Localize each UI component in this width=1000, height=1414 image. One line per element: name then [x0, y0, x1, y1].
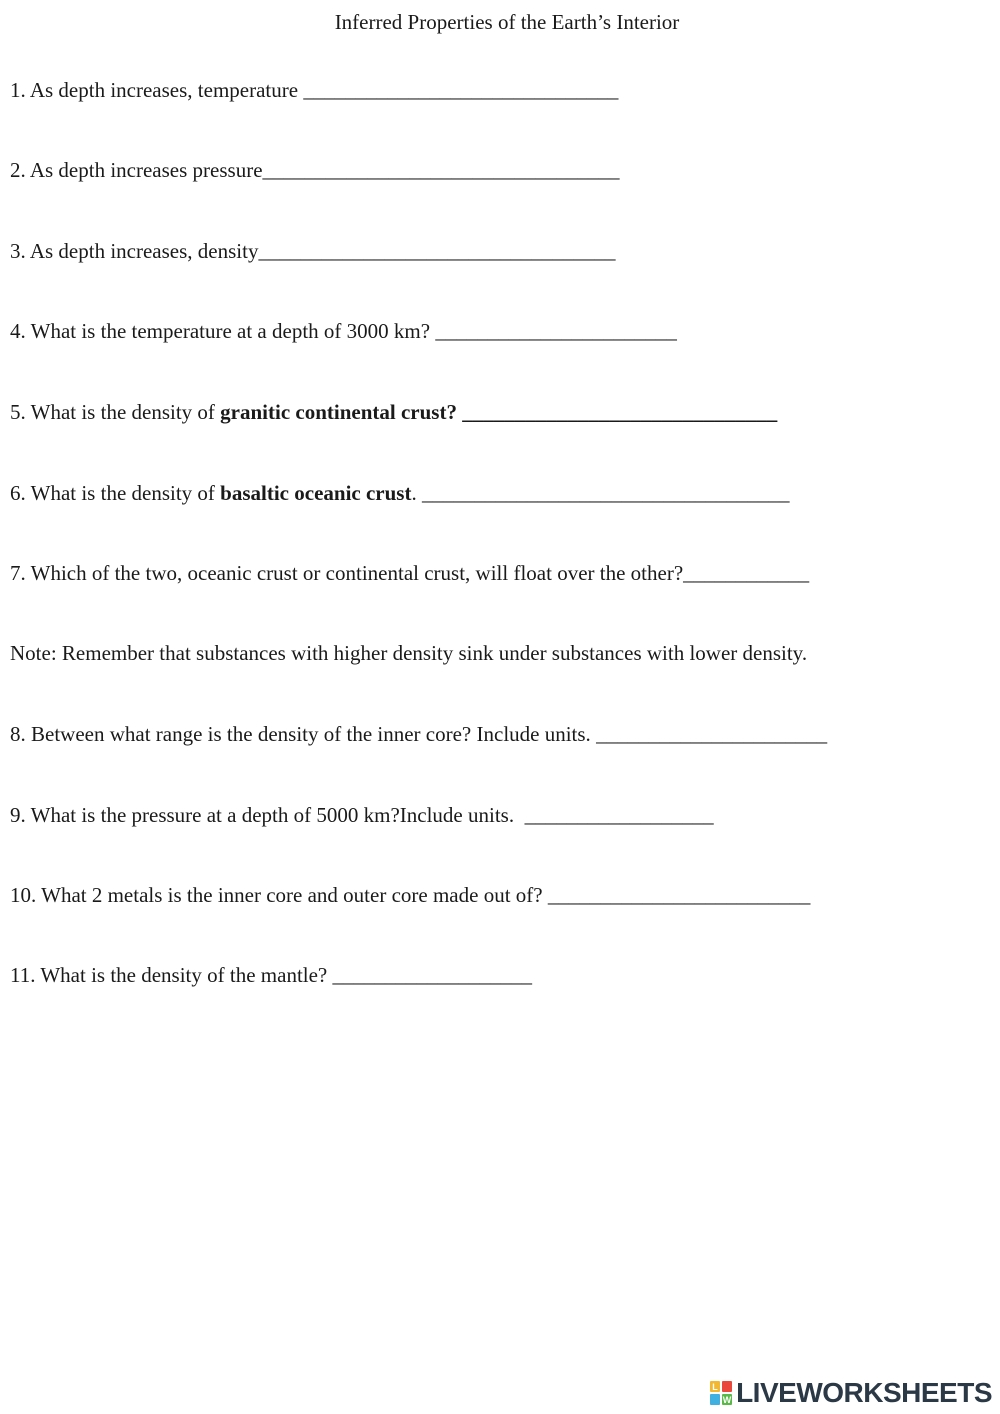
- question-1-blank[interactable]: ______________________________: [303, 78, 619, 102]
- question-5-bold-term: granitic continental crust?: [220, 400, 463, 424]
- question-5-blank[interactable]: ______________________________: [462, 400, 778, 424]
- question-2-text: 2. As depth increases pressure: [10, 158, 263, 182]
- question-11-blank[interactable]: ___________________: [332, 963, 533, 987]
- svg-text:L: L: [712, 1382, 718, 1392]
- question-6-blank[interactable]: ___________________________________: [421, 481, 790, 505]
- question-9-blank[interactable]: __________________: [524, 803, 714, 827]
- question-4-text: 4. What is the temperature at a depth of 3000 km?: [10, 319, 436, 343]
- question-5: [10, 399, 777, 425]
- liveworksheets-logo-icon: [710, 1381, 732, 1405]
- question-10-blank[interactable]: _________________________: [547, 883, 811, 907]
- question-11-text: 11. What is the density of the mantle?: [10, 963, 333, 987]
- note: Note: Remember that substances with higher density sink under substances with lower density.: [10, 641, 808, 665]
- question-6-bold-term: basaltic oceanic crust: [220, 481, 412, 505]
- question-4-blank[interactable]: _______________________: [435, 319, 677, 343]
- question-10-text: 10. What 2 metals is the inner core and outer core made out of?: [10, 883, 548, 907]
- question-5-text: 5. What is the density of: [10, 400, 221, 424]
- question-10: [10, 882, 810, 908]
- question-11: [10, 962, 532, 988]
- svg-text:W: W: [722, 1395, 732, 1405]
- question-1-text: 1. As depth increases, temperature: [10, 78, 304, 102]
- question-6: [10, 480, 789, 506]
- question-7-blank[interactable]: ____________: [683, 561, 810, 585]
- liveworksheets-wordmark: LIVEWORKSHEETS: [736, 1377, 992, 1408]
- question-1: [10, 77, 618, 103]
- question-9-text: 9. What is the pressure at a depth of 5000 km?Include units.: [10, 803, 525, 827]
- question-2-blank[interactable]: __________________________________: [262, 158, 620, 182]
- question-3-text: 3. As depth increases, density: [10, 239, 259, 263]
- question-8: [10, 721, 827, 747]
- question-6-text: 6. What is the density of: [10, 481, 221, 505]
- question-8-text: 8. Between what range is the density of the inner core? Include units.: [10, 722, 597, 746]
- liveworksheets-brand: [710, 1378, 992, 1408]
- question-3-blank[interactable]: __________________________________: [258, 239, 616, 263]
- question-8-blank[interactable]: ______________________: [596, 722, 828, 746]
- question-2: [10, 157, 620, 183]
- worksheet-title: Inferred Properties of the Earth’s Interior: [334, 10, 680, 34]
- question-7: [10, 560, 809, 586]
- question-9: [10, 802, 714, 828]
- question-6-after: .: [411, 481, 422, 505]
- question-3: [10, 238, 615, 264]
- question-4: [10, 318, 677, 344]
- question-7-text: 7. Which of the two, oceanic crust or continental crust, will float over the other?: [10, 561, 684, 585]
